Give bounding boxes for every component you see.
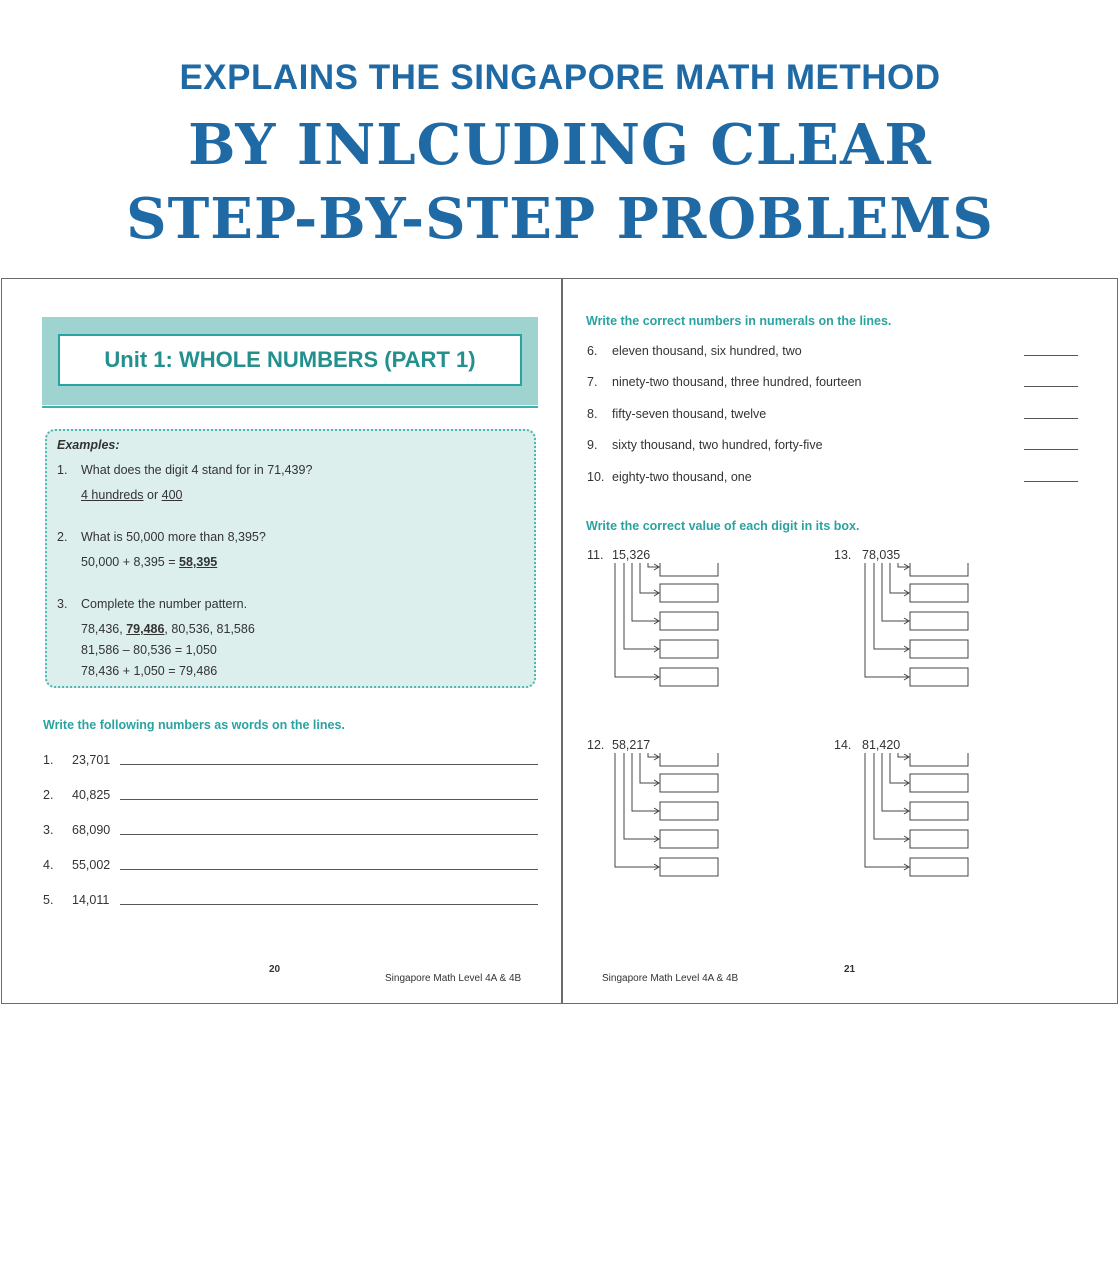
answer-box[interactable] — [910, 774, 968, 792]
connector-line — [874, 563, 908, 649]
numerals-instruction: Write the correct numbers in numerals on the lines. — [586, 314, 892, 328]
place-value-diagram — [612, 563, 742, 703]
example-work — [81, 555, 217, 569]
item-number: 2. — [43, 788, 54, 802]
connector-line — [615, 753, 658, 867]
headline-line-1: EXPLAINS THE SINGAPORE MATH METHOD — [179, 58, 941, 97]
answer-box[interactable] — [660, 802, 718, 820]
diagram-svg — [612, 563, 742, 703]
answer-box[interactable] — [910, 640, 968, 658]
connector-line — [865, 753, 908, 867]
example-question: What is 50,000 more than 8,395? — [81, 530, 266, 544]
answer-part: 400 — [161, 488, 183, 502]
connector-line — [882, 753, 908, 811]
connector-line — [615, 563, 658, 677]
item-number: 12. — [587, 738, 605, 752]
connector-line — [865, 563, 908, 677]
item-text: fifty-seven thousand, twelve — [612, 407, 767, 421]
pattern-text: , 80,536, 81,586 — [164, 622, 255, 636]
headline-line-2: BY INLCUDING CLEAR — [188, 112, 932, 178]
pattern-answer: 79,486 — [126, 622, 165, 636]
item-number: 9. — [587, 438, 598, 452]
answer-box[interactable] — [910, 668, 968, 686]
item-text: ninety-two thousand, three hundred, fourteen — [612, 375, 862, 389]
answer-box[interactable] — [910, 802, 968, 820]
answer-line[interactable] — [1024, 386, 1078, 387]
connector-line — [632, 563, 658, 621]
answer-line[interactable] — [1024, 481, 1078, 482]
item-number: 3. — [43, 823, 54, 837]
item-value: 81,420 — [862, 738, 901, 752]
answer-box[interactable] — [660, 584, 718, 602]
example-work: 78,436 + 1,050 = 79,486 — [81, 664, 218, 678]
examples-box — [45, 429, 536, 688]
item-number: 14. — [834, 738, 852, 752]
item-text: eleven thousand, six hundred, two — [612, 344, 802, 358]
item-value: 23,701 — [72, 753, 111, 767]
digits-instruction: Write the correct value of each digit in its box. — [586, 519, 860, 533]
answer-box[interactable] — [660, 830, 718, 848]
answer-line[interactable] — [120, 764, 538, 765]
connector-line — [624, 563, 658, 649]
item-value: 15,326 — [612, 548, 651, 562]
connector-line — [632, 753, 658, 811]
left-page — [2, 279, 561, 1003]
item-value: 40,825 — [72, 788, 111, 802]
answer-box[interactable] — [660, 774, 718, 792]
example-work: 81,586 – 80,536 = 1,050 — [81, 643, 217, 657]
answer-line[interactable] — [120, 904, 538, 905]
item-value: 68,090 — [72, 823, 111, 837]
answer-box[interactable] — [660, 563, 718, 576]
book-spread — [1, 278, 1118, 1004]
pattern-text: 78,436, — [81, 622, 127, 636]
example-question: Complete the number pattern. — [81, 597, 248, 611]
answer-line[interactable] — [1024, 418, 1078, 419]
right-page — [562, 279, 1119, 1003]
item-text: sixty thousand, two hundred, forty-five — [612, 438, 823, 452]
unit-title: Unit 1: WHOLE NUMBERS (PART 1) — [58, 334, 522, 386]
page-footer: Singapore Math Level 4A & 4B — [385, 973, 522, 984]
place-value-diagram — [612, 753, 742, 893]
answer-box[interactable] — [660, 753, 718, 766]
answer-line[interactable] — [120, 834, 538, 835]
diagram-svg — [862, 753, 992, 893]
answer-box[interactable] — [910, 584, 968, 602]
answer-line[interactable] — [1024, 355, 1078, 356]
place-value-diagram — [862, 563, 992, 703]
item-text: eighty-two thousand, one — [612, 470, 752, 484]
answer-box[interactable] — [910, 563, 968, 576]
answer-part: 4 hundreds — [81, 488, 144, 502]
example-question: What does the digit 4 stand for in 71,439? — [81, 463, 313, 477]
item-value: 78,035 — [862, 548, 901, 562]
words-instruction: Write the following numbers as words on the lines. — [43, 718, 345, 732]
answer-box[interactable] — [910, 612, 968, 630]
item-number: 7. — [587, 375, 598, 389]
diagram-svg — [612, 753, 742, 893]
example-number: 3. — [57, 597, 68, 611]
item-number: 5. — [43, 893, 54, 907]
item-value: 58,217 — [612, 738, 651, 752]
item-number: 1. — [43, 753, 54, 767]
page-number: 20 — [269, 964, 281, 975]
answer-line[interactable] — [120, 799, 538, 800]
item-number: 11. — [587, 548, 604, 562]
connector-line — [624, 753, 658, 839]
unit-banner — [42, 317, 538, 405]
example-number: 2. — [57, 530, 68, 544]
item-value: 55,002 — [72, 858, 111, 872]
answer-line[interactable] — [120, 869, 538, 870]
unit-banner-rule — [42, 406, 538, 408]
example-number: 1. — [57, 463, 68, 477]
item-number: 6. — [587, 344, 598, 358]
answer-connector: or — [143, 488, 162, 502]
answer-box[interactable] — [660, 668, 718, 686]
page-footer: Singapore Math Level 4A & 4B — [602, 973, 739, 984]
answer-box[interactable] — [910, 858, 968, 876]
item-number: 8. — [587, 407, 598, 421]
page-number: 21 — [844, 964, 856, 975]
item-value: 14,011 — [72, 893, 110, 907]
answer-box[interactable] — [660, 612, 718, 630]
answer-box[interactable] — [910, 753, 968, 766]
connector-line — [874, 753, 908, 839]
diagram-svg — [862, 563, 992, 703]
answer-line[interactable] — [1024, 449, 1078, 450]
example-answer — [81, 488, 182, 502]
headline-line-3: STEP-BY-STEP PROBLEMS — [126, 186, 994, 252]
example-pattern — [81, 622, 255, 636]
place-value-diagram — [862, 753, 992, 893]
item-number: 10. — [587, 470, 605, 484]
answer-box[interactable] — [660, 858, 718, 876]
answer-box[interactable] — [660, 640, 718, 658]
item-number: 13. — [834, 548, 852, 562]
work-text: 50,000 + 8,395 = — [81, 555, 180, 569]
answer-box[interactable] — [910, 830, 968, 848]
item-number: 4. — [43, 858, 54, 872]
examples-heading: Examples: — [57, 438, 120, 452]
answer-part: 58,395 — [179, 555, 218, 569]
connector-line — [882, 563, 908, 621]
